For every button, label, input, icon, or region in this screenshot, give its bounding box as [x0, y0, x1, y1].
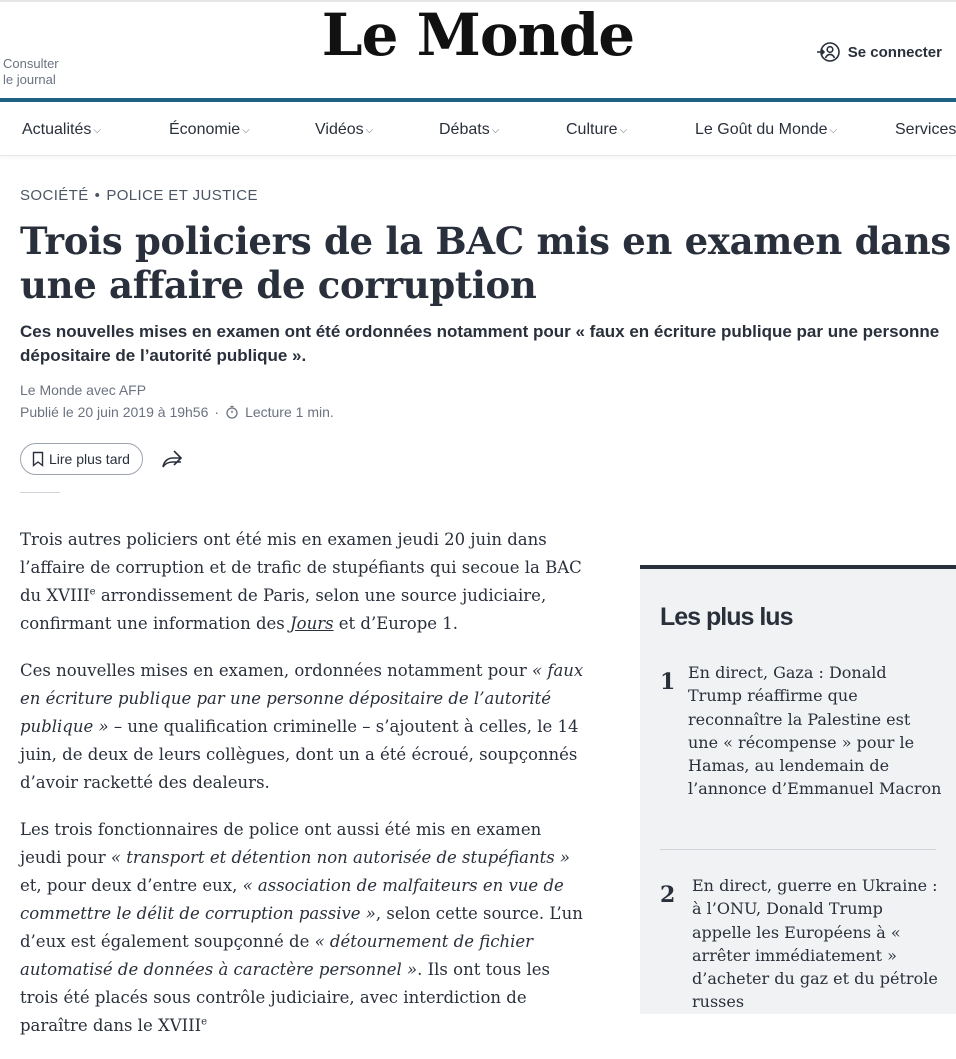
article-author: Le Monde avec AFP — [20, 382, 147, 398]
quote: « association de malfaiteurs en vue de commettre le délit de corruption passive » — [20, 876, 564, 923]
breadcrumb — [20, 187, 258, 204]
divider — [20, 492, 60, 493]
quote: « transport et détention non autorisée de stupéfiants » — [110, 848, 571, 867]
text: et d’Europe 1. — [333, 614, 459, 633]
bookmark-icon — [31, 451, 45, 467]
article-meta — [20, 404, 334, 420]
text: arrondissement de Paris, selon une source judiciaire, confirmant une information des — [20, 586, 547, 633]
consult-journal-link[interactable]: Consulter le journal — [3, 56, 59, 87]
nav-label: Culture — [566, 121, 618, 138]
site-header — [0, 2, 956, 99]
main-nav — [0, 102, 956, 156]
nav-item-services[interactable] — [895, 121, 956, 139]
text: Ces nouvelles mises en examen, ordonnées notamment pour — [20, 661, 532, 680]
login-label: Se connecter — [847, 43, 942, 61]
chevron-down-icon: ⌵ — [93, 125, 101, 136]
most-read-item[interactable] — [660, 661, 942, 801]
quote: « détournement de fichier automatisé de données à caractère personnel » — [20, 932, 534, 979]
most-read-item[interactable] — [660, 874, 942, 1014]
read-later-button[interactable] — [20, 443, 143, 475]
text: Trois autres policiers ont été mis en examen jeudi 20 juin dans l’affaire de corruption et de trafic de stupéfiants qui secoue la BAC du XVIII — [20, 530, 582, 605]
link-jours[interactable]: Jours — [290, 614, 334, 633]
nav-item-debats[interactable] — [439, 121, 499, 139]
nav-label: Vidéos — [315, 121, 364, 138]
chevron-down-icon: ⌵ — [242, 125, 250, 136]
chevron-down-icon: ⌵ — [619, 125, 628, 136]
text: – une qualification criminelle – s’ajoutent à celles, le 14 juin, de deux de leurs collègues, dont un a été écroué, soupçonnés d’avoir racketté des dealeurs. — [20, 717, 579, 792]
nav-label: Actualités — [22, 121, 92, 138]
item-headline: En direct, Gaza : Donald Trump réaffirme que reconnaître la Palestine est une « récompense » pour le Hamas, au lendemain de l’annonce d’Emmanuel Macron — [688, 663, 942, 799]
chevron-down-icon: ⌵ — [365, 125, 374, 136]
article-description: Ces nouvelles mises en examen ont été ordonnées notamment pour « faux en écriture publique par une personne dépositaire de l’autorité publique ». — [20, 322, 940, 365]
share-icon[interactable] — [160, 448, 184, 470]
publish-date: Publié le 20 juin 2019 à 19h56 — [20, 404, 209, 420]
divider — [660, 849, 936, 850]
nav-item-gout-du-monde[interactable] — [695, 121, 837, 139]
reading-time: Lecture 1 min. — [245, 404, 334, 420]
breadcrumb-societe[interactable]: SOCIÉTÉ — [20, 187, 89, 204]
most-read-title: Les plus lus — [660, 603, 793, 631]
nav-label: Économie — [169, 121, 241, 138]
nav-item-culture[interactable] — [566, 121, 627, 139]
text: Les trois fonctionnaires de police ont aussi été mis en examen jeudi pour — [20, 820, 542, 867]
nav-item-economie[interactable] — [169, 121, 250, 139]
item-rank: 1 — [660, 669, 676, 695]
nav-label: Services — [895, 121, 956, 138]
article-title: Trois policiers de la BAC mis en examen dans une affaire de corruption — [20, 219, 951, 307]
nav-item-videos[interactable] — [315, 121, 373, 139]
text: et, pour deux d’entre eux, — [20, 876, 243, 895]
paragraph — [20, 526, 585, 638]
text: , selon cette source. L’un d’eux est également soupçonné de — [20, 904, 583, 951]
quote: « faux en écriture publique par une personne dépositaire de l’autorité publique » — [20, 661, 584, 736]
superscript: e — [201, 1016, 208, 1028]
user-login-icon — [816, 40, 840, 64]
stopwatch-icon — [225, 405, 239, 419]
item-rank: 2 — [660, 882, 676, 908]
read-later-label: Lire plus tard — [49, 451, 130, 467]
login-button[interactable] — [816, 40, 942, 64]
nav-label: Débats — [439, 121, 490, 138]
article-body — [20, 526, 585, 1059]
chevron-down-icon: ⌵ — [491, 125, 500, 136]
most-read-sidebar — [640, 565, 956, 1014]
chevron-down-icon: ⌵ — [829, 125, 838, 136]
paragraph — [20, 816, 585, 1040]
breadcrumb-separator: • — [94, 187, 101, 204]
paragraph — [20, 657, 585, 797]
nav-item-actualites[interactable] — [22, 121, 101, 139]
breadcrumb-police-justice[interactable]: POLICE ET JUSTICE — [106, 187, 258, 204]
item-headline: En direct, guerre en Ukraine : à l’ONU, Donald Trump appelle les Européens à « arrêter immédiatement » d’acheter du gaz et du pétrole russes — [692, 876, 938, 1012]
meta-separator: · — [214, 404, 220, 420]
text: . Ils ont tous les trois été placés sous contrôle judiciaire, avec interdiction de paraître dans le XVIII — [20, 960, 550, 1035]
superscript: e — [89, 586, 96, 598]
nav-label: Le Goût du Monde — [695, 121, 828, 138]
le-monde-logo[interactable]: Le Monde — [321, 1, 635, 69]
